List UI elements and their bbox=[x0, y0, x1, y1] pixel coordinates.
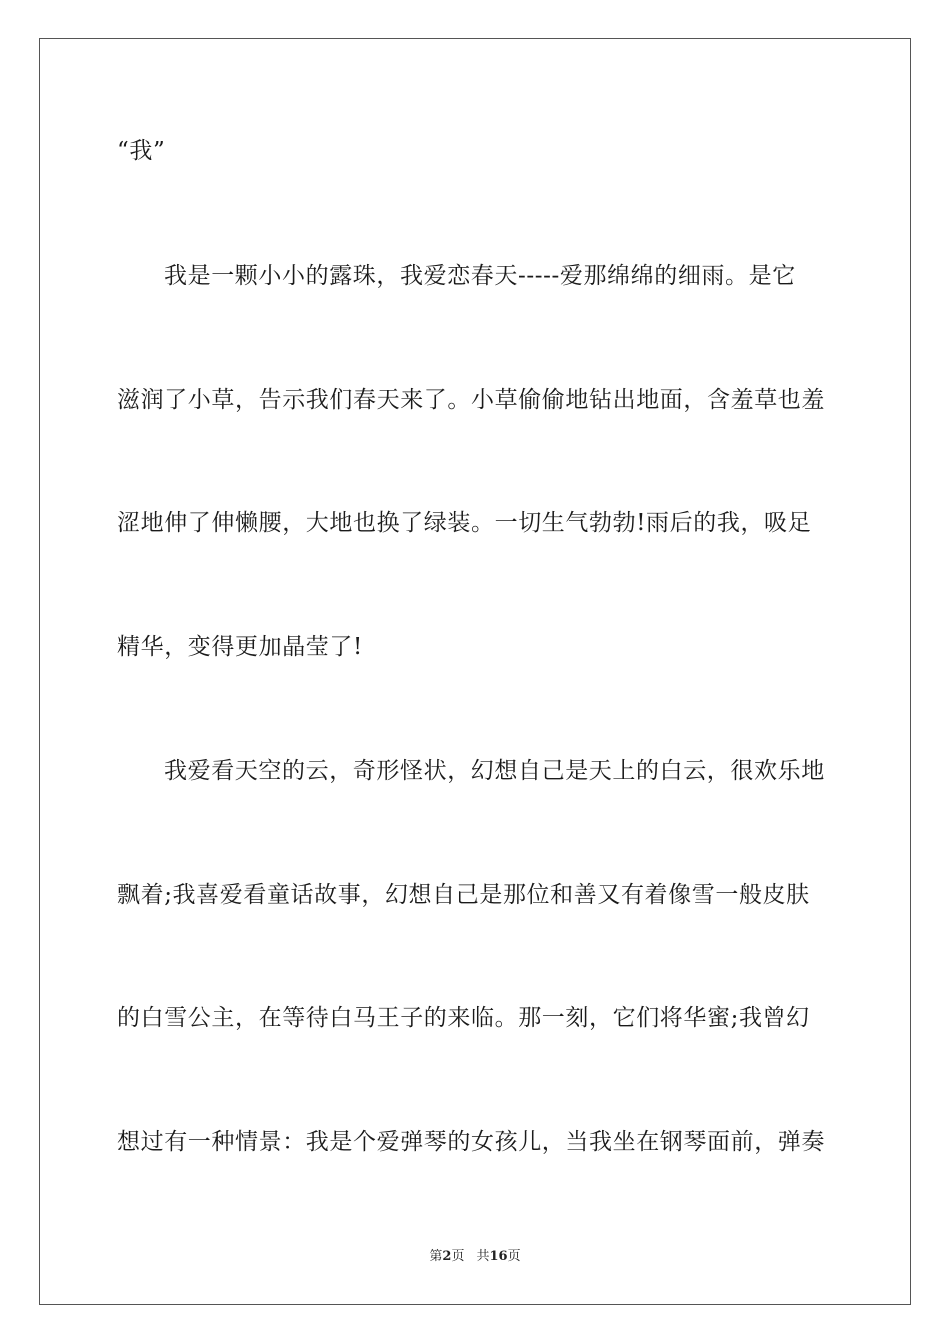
page-prefix: 第 bbox=[429, 1249, 443, 1264]
paragraph-line: 我是一颗小小的露珠，我爱恋春天-----爱那绵绵的细雨。是它 bbox=[164, 263, 796, 289]
paragraph-line: 想过有一种情景：我是个爱弹琴的女孩儿，当我坐在钢琴面前，弹奏 bbox=[117, 1129, 825, 1155]
total-pages: 16 bbox=[489, 1249, 508, 1264]
page-footer bbox=[0, 1248, 950, 1266]
total-suffix: 页 bbox=[507, 1249, 521, 1264]
paragraph-line: 涩地伸了伸懒腰，大地也换了绿装。一切生气勃勃!雨后的我，吸足 bbox=[117, 510, 812, 536]
page-border bbox=[39, 38, 911, 1305]
total-prefix: 共 bbox=[476, 1249, 490, 1264]
paragraph-line: 滋润了小草，告示我们春天来了。小草偷偷地钻出地面，含羞草也羞 bbox=[117, 387, 825, 413]
page-suffix: 页 bbox=[451, 1249, 465, 1264]
paragraph-line: 飘着;我喜爱看童话故事，幻想自己是那位和善又有着像雪一般皮肤 bbox=[117, 882, 810, 908]
paragraph-line: 精华，变得更加晶莹了! bbox=[117, 634, 363, 660]
quote-title: “我” bbox=[117, 138, 166, 164]
page-number: 2 bbox=[442, 1249, 452, 1264]
paragraph-line: 的白雪公主，在等待白马王子的来临。那一刻，它们将华蜜;我曾幻 bbox=[117, 1005, 810, 1031]
paragraph-line: 我爱看天空的云，奇形怪状，幻想自己是天上的白云，很欢乐地 bbox=[164, 758, 825, 784]
